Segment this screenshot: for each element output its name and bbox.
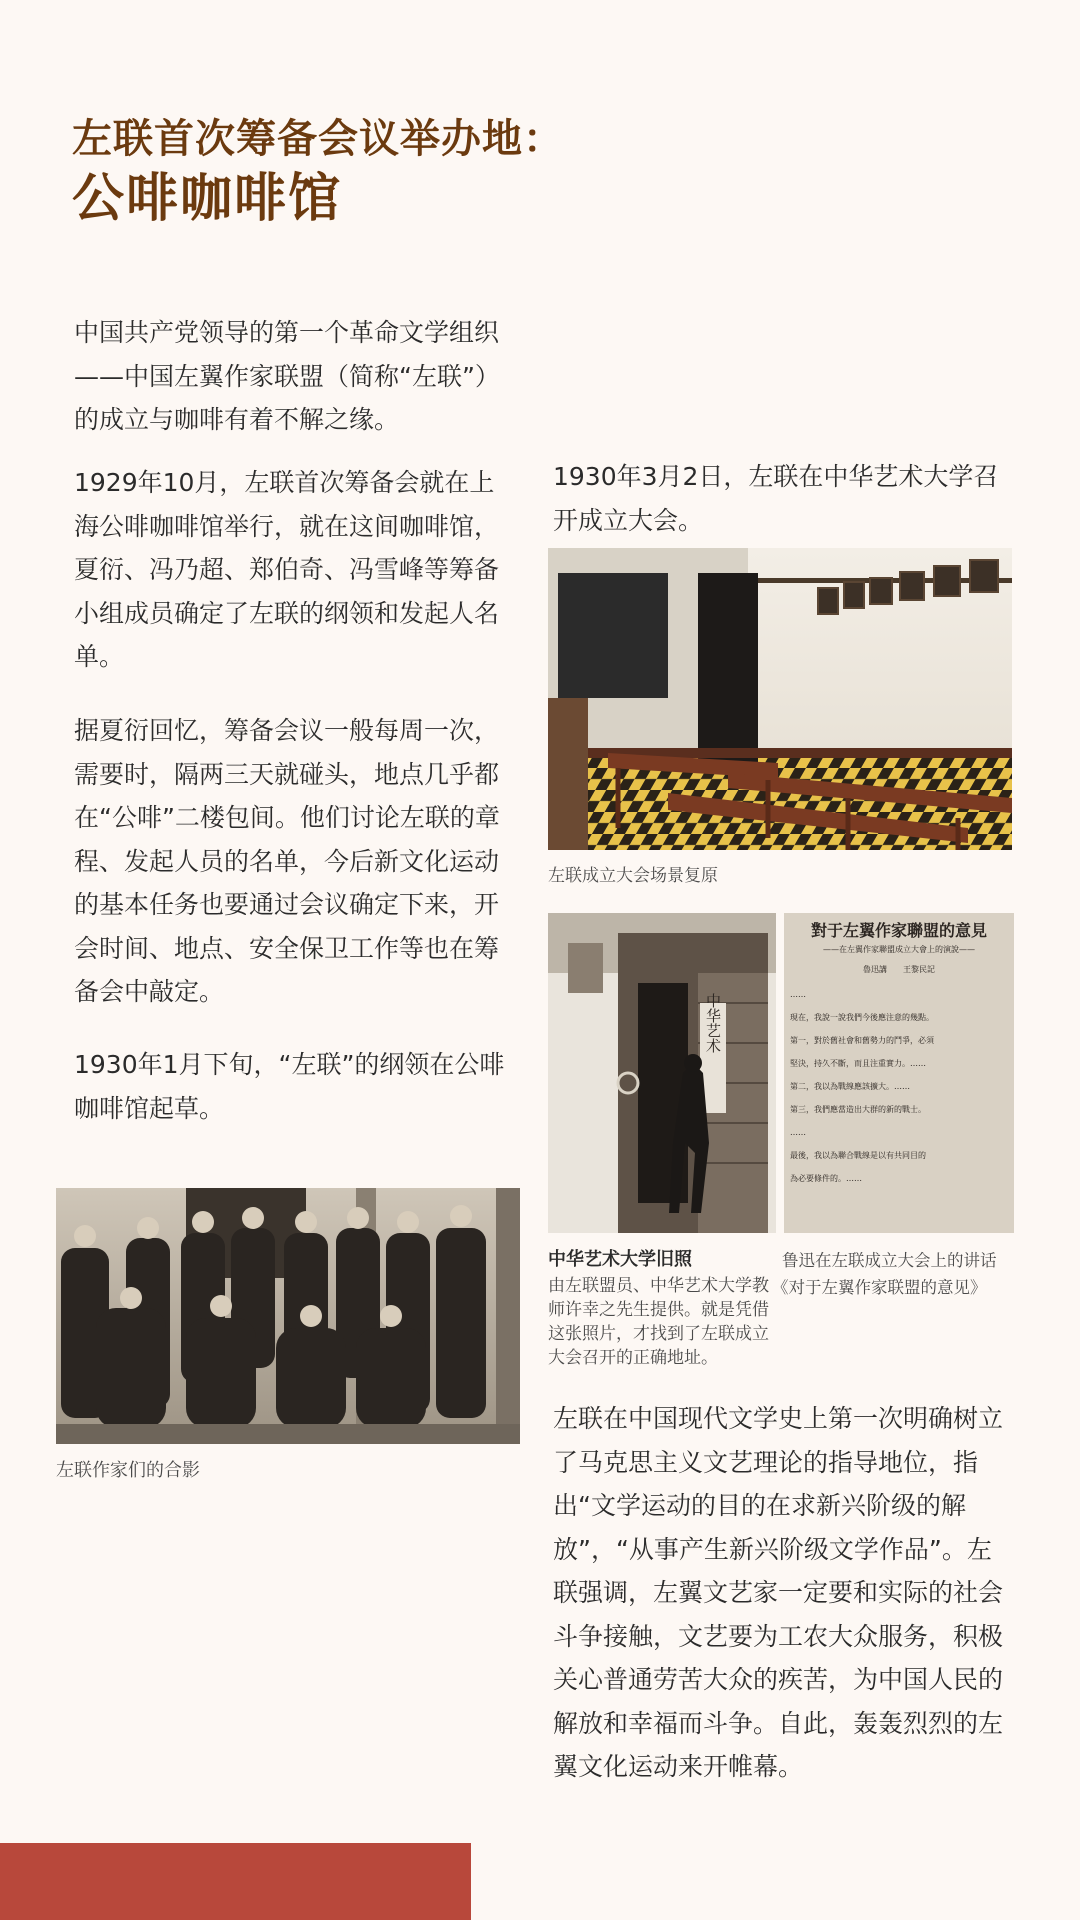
doc-line: 堅決，持久不斷，而且注重實力。…… [790,1059,926,1068]
doc-title: 對于左翼作家聯盟的意見 [810,921,987,940]
paragraph-preparatory-meeting: 1929年10月，左联首次筹备会就在上海公啡咖啡馆举行，就在这间咖啡馆，夏衍、冯乃超、郑伯奇、冯雪峰等筹备小组成员确定了左联的纲领和发起人名单。 [74,468,500,671]
paragraph-recollection: 据夏衍回忆，筹备会议一般每周一次，需要时，隔两三天就碰头，地点几乎都在“公啡”二楼包间。他们讨论左联的章程、发起人员的名单，今后新文化运动的基本任务也要通过会议确定下来，开会时间、地点、安全保卫工作等也在筹备会中敲定。 [74,716,500,1006]
group-photo-caption: 左联作家们的合影 [56,1460,200,1481]
doc-author: 魯迅講 王黎民記 [863,965,935,974]
speech-photo-caption [772,1247,1022,1301]
speech-caption-line-2: 《对于左翼作家联盟的意见》 [772,1278,987,1297]
doc-line: 現在，我說一說我們今後應注意的幾點。 [790,1013,934,1022]
university-photo [548,913,776,1233]
intro-paragraph: 中国共产党领导的第一个革命文学组织——中国左翼作家联盟（简称“左联”）的成立与咖啡有着不解之缘。 [74,318,500,434]
doc-line: 為必要條件的。…… [790,1174,862,1183]
hall-photo [548,548,1012,850]
speech-caption-line-1: 鲁迅在左联成立大会上的讲话 [782,1251,997,1270]
title-line-2: 公啡咖啡馆 [72,169,343,229]
paragraph-program-draft: 1930年1月下旬，“左联”的纲领在公啡咖啡馆起草。 [74,1050,505,1123]
hall-photo-caption: 左联成立大会场景复原 [548,866,718,886]
doc-line: …… [790,990,806,999]
doc-line: 最後，我以為聯合戰線是以有共同目的 [790,1151,926,1160]
university-photo-caption-title: 中华艺术大学旧照 [548,1249,692,1270]
doc-line: 第三，我們應當造出大群的新的戰士。 [790,1105,926,1114]
doc-subtitle: ——在左翼作家聯盟成立大會上的演說—— [823,945,975,954]
group-photo [56,1188,520,1444]
university-sign-text: 中华艺术 [704,993,722,1053]
doc-line: 第一，對於舊社會和舊勢力的鬥爭，必須 [790,1036,934,1045]
paragraph-founding: 1930年3月2日，左联在中华艺术大学召开成立大会。 [553,462,999,535]
page-title [72,112,564,232]
title-line-1: 左联首次筹备会议举办地： [72,116,564,162]
doc-body [790,983,1008,1190]
university-photo-caption [548,1246,778,1370]
university-photo-caption-text: 由左联盟员、中华艺术大学教师许幸之先生提供。就是凭借这张照片，才找到了左联成立大会召开的正确地址。 [548,1276,769,1368]
paragraph-significance: 左联在中国现代文学史上第一次明确树立了马克思主义文艺理论的指导地位，指出“文学运动的目的在求新兴阶级的解放”，“从事产生新兴阶级文学作品”。左联强调，左翼文艺家一定要和实际的社会斗争接触，文艺要为工农大众服务，积极关心普通劳苦大众的疾苦，为中国人民的解放和幸福而斗争。自此，轰轰烈烈的左翼文化运动来开帷幕。 [553,1404,1004,1781]
speech-document-photo [784,913,1014,1233]
bottom-accent-bar [0,1843,471,1920]
doc-line: 第二，我以為戰線應該擴大。…… [790,1082,910,1091]
doc-line: …… [790,1128,806,1137]
